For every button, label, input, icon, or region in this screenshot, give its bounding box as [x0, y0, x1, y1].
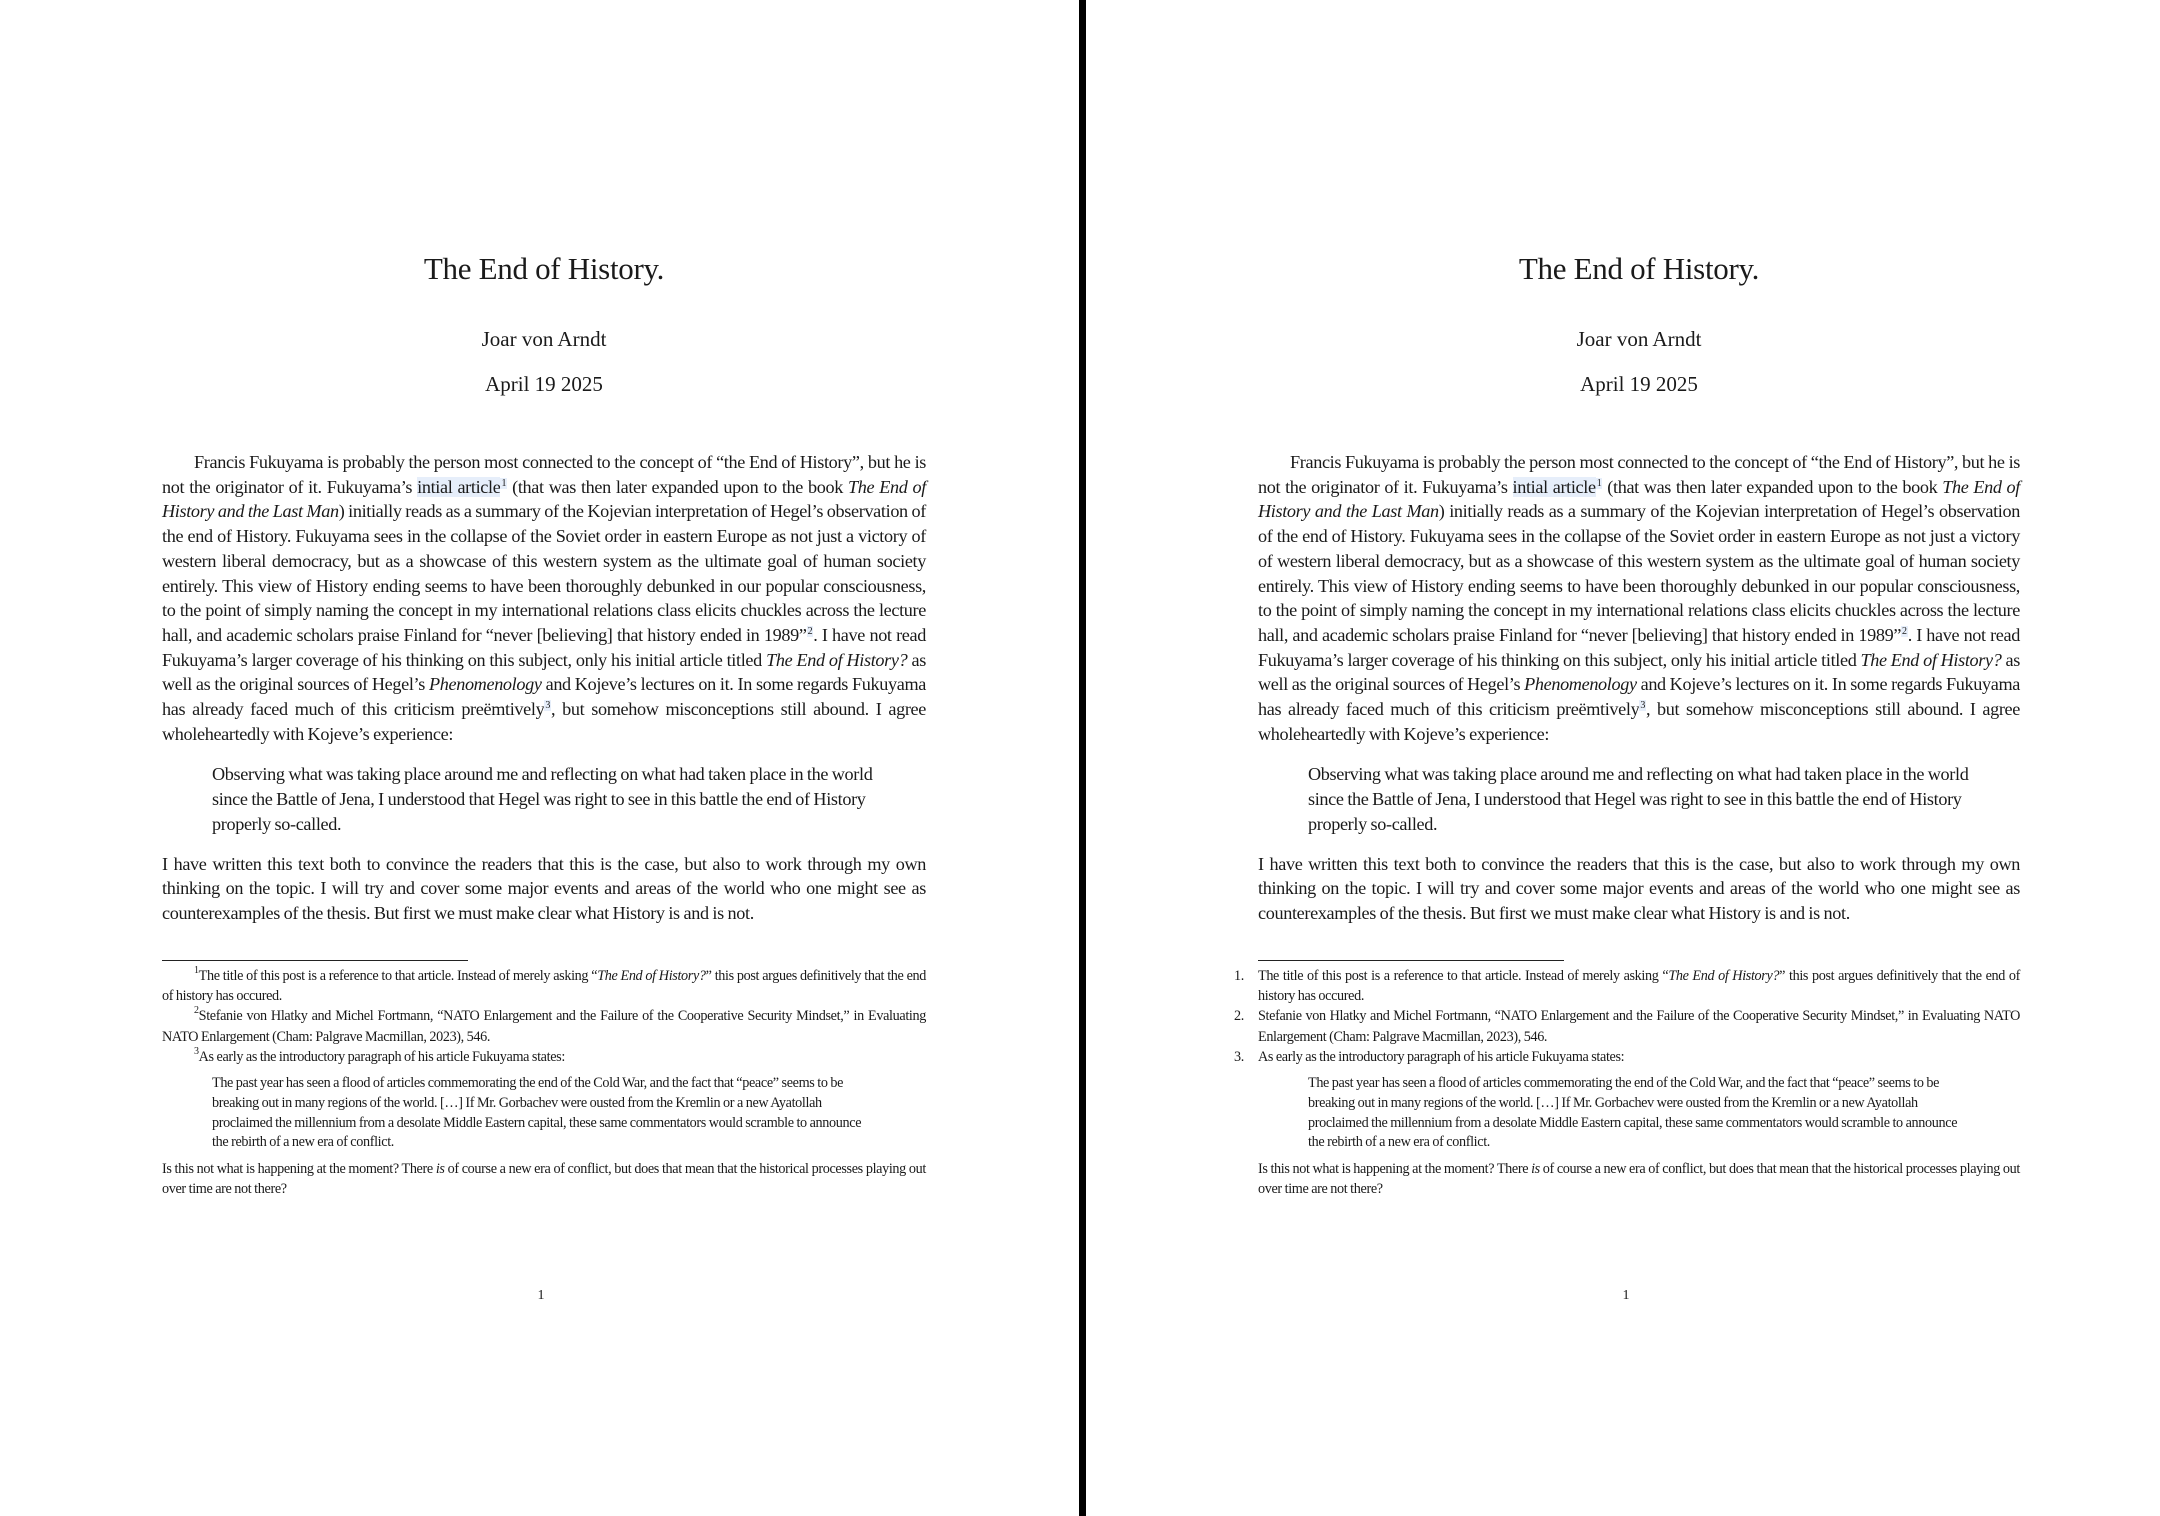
phenomenology-title: Phenomenology: [428, 674, 542, 695]
author-name: Joar von Arndt: [481, 327, 607, 351]
footnote-3: [1234, 1047, 2020, 1200]
initial-article-link[interactable]: intial article: [1512, 476, 1596, 497]
footnote-3-continuation: [162, 1159, 926, 1199]
article-title: The End of History?: [766, 649, 908, 670]
footnote-ref-1[interactable]: 1: [501, 477, 507, 489]
footnote-blockquote: The past year has seen a flood of articles commemorating the end of the Cold War, and the fact that “peace” seems to be breaking out in many regions of the world. […] If Mr. Gorbachev were ousted from the Kremlin or a new Ayatollah proclaimed the millennium from a desolate Middle Eastern capital, these same commentators would scramble to announce the rebirth of a new era of conflict.: [212, 1075, 862, 1151]
document-date: April 19 2025: [485, 372, 603, 396]
footnote-number: 1.: [1234, 968, 1244, 984]
footnote-ref-1[interactable]: 1: [1596, 477, 1602, 489]
footnote-ref-3[interactable]: 3: [1640, 700, 1645, 712]
paragraph-purpose: I have written this text both to convince the readers that this is the case, but also to work through my own thinking on the topic. I will try and cover some major events and areas of the world who one might see as counterexamples of the thesis. But first we must make clear what History is and is not.: [1258, 853, 2020, 923]
footnote-2: [162, 1006, 926, 1046]
body-text: [1258, 450, 2020, 926]
text-run: . I have not read Fukuyama’s larger coverage of his thinking on this subject, only his initial article titled: [162, 624, 926, 670]
footnote-marker: 2: [194, 1005, 199, 1017]
text-run: ) initially reads as a summary of the Kojevian interpretation of Hegel’s observation of the end of History. Fukuyama sees in the collapse of the Soviet order in eastern Europe as not just a victory of western liberal democracy, but as a showcase of this western system as the ultimate goal of human society entirely. This view of History ending seems to have been thoroughly debunked in our popular consciousness, to the point of simply naming the concept in my international relations class elicits chuckles across the lecture hall, and academic scholars praise Finland for “never [believing] that history ended in 1989”: [162, 501, 926, 645]
blockquote-kojeve: Observing what was taking place around me and reflecting on what had taken place in the world since the Battle of Jena, I understood that Hegel was right to see in this battle the end of History properly so-called.: [212, 764, 873, 834]
page-divider: [1079, 0, 1086, 1516]
text-run: Stefanie von Hlatky and Michel Fortmann, “NATO Enlargement and the Failure of the Cooperative Security Mindset,” in Evaluating NATO Enlargement (Cham: Palgrave Macmillan, 2023), 546.: [162, 1008, 926, 1045]
book-title: The End of History and the Last Man: [1258, 476, 2021, 522]
initial-article-link[interactable]: intial article: [417, 476, 501, 497]
page-number: 1: [537, 1288, 545, 1303]
footnote-2: [1234, 1006, 2020, 1046]
footnote-list: [1234, 966, 2020, 1200]
emphasis: is: [1531, 1161, 1540, 1178]
text-run: ) initially reads as a summary of the Kojevian interpretation of Hegel’s observation of the end of History. Fukuyama sees in the collapse of the Soviet order in eastern Europe as not just a victory of western liberal democracy, but as a showcase of this western system as the ultimate goal of human society entirely. This view of History ending seems to have been thoroughly debunked in our popular consciousness, to the point of simply naming the concept in my international relations class elicits chuckles across the lecture hall, and academic scholars praise Finland for “never [believing] that history ended in 1989”: [1258, 501, 2020, 645]
emphasis: is: [435, 1161, 445, 1178]
page-left: [0, 0, 1079, 1516]
article-title: The End of History?: [597, 968, 706, 984]
document-title: The End of History.: [423, 251, 665, 286]
footnote-3: [162, 1047, 926, 1067]
text-run: (that was then later expanded upon to the book: [1602, 476, 1943, 497]
text-run: of course a new era of conflict, but does that mean that the historical processes playing out over time are not there?: [162, 1161, 927, 1198]
text-run: Stefanie von Hlatky and Michel Fortmann, “NATO Enlargement and the Failure of the Cooperative Security Mindset,” in Evaluating NATO Enlargement (Cham: Palgrave Macmillan, 2023), 546.: [1258, 1008, 2020, 1045]
text-run: as well as the original sources of Hegel’s: [1258, 649, 2020, 695]
footnote-separator: [1258, 960, 1564, 961]
footnote-1: [162, 966, 926, 1006]
blockquote-kojeve: Observing what was taking place around me and reflecting on what had taken place in the world since the Battle of Jena, I understood that Hegel was right to see in this battle the end of History properly so-called.: [1308, 764, 1969, 834]
footnote-ref-2[interactable]: 2: [807, 625, 813, 637]
footnote-number: 2.: [1234, 1008, 1244, 1025]
text-run: . I have not read Fukuyama’s larger coverage of his thinking on this subject, only his initial article titled: [1258, 624, 2020, 670]
phenomenology-title: Phenomenology: [1524, 674, 1637, 695]
text-run: As early as the introductory paragraph of his article Fukuyama states:: [1258, 1048, 1625, 1065]
article-title: The End of History?: [1860, 649, 2002, 670]
text-run: and Kojeve’s lectures on it. In some regards Fukuyama has already faced much of this criticism preëmtively: [1258, 674, 2020, 720]
paragraph-intro: [1258, 450, 2020, 746]
text-run: and Kojeve’s lectures on it. In some regards Fukuyama has already faced much of this criticism preëmtively: [162, 674, 926, 720]
footnote-blockquote: The past year has seen a flood of articles commemorating the end of the Cold War, and the fact that “peace” seems to be breaking out in many regions of the world. […] If Mr. Gorbachev were ousted from the Kremlin or a new Ayatollah proclaimed the millennium from a desolate Middle Eastern capital, these same commentators would scramble to announce the rebirth of a new era of conflict.: [1308, 1075, 1958, 1151]
footnote-ref-2[interactable]: 2: [1902, 625, 1907, 637]
paragraph-intro: [162, 450, 926, 746]
footnotes: [1234, 966, 2020, 1200]
footnote-separator: [162, 960, 468, 961]
page-number: 1: [1622, 1288, 1630, 1303]
article-title: The End of History?: [1668, 968, 1780, 984]
text-run: Is this not what is happening at the moment? There: [162, 1161, 436, 1178]
footnote-number: 3.: [1234, 1048, 1244, 1065]
paragraph-purpose: I have written this text both to convince the readers that this is the case, but also to work through my own thinking on the topic. I will try and cover some major events and areas of the world who one might see as counterexamples of the thesis. But first we must make clear what History is and is not.: [162, 853, 926, 923]
text-run: of course a new era of conflict, but does that mean that the historical processes playing out over time are not there?: [1258, 1161, 2020, 1198]
text-run: as well as the original sources of Hegel’s: [162, 649, 926, 695]
footnote-ref-3[interactable]: 3: [545, 700, 550, 712]
footnote-marker: 3: [194, 1045, 199, 1057]
author-name: Joar von Arndt: [1576, 327, 1702, 351]
text-run: ” this post argues definitively that the end of history has occured.: [162, 968, 926, 1005]
text-run: ” this post argues definitively that the end of history has occured.: [1258, 968, 2020, 1005]
book-title: The End of History and the Last Man: [162, 476, 926, 522]
text-run: The title of this post is a reference to that article. Instead of merely asking “: [1258, 968, 1669, 984]
footnotes: [162, 966, 926, 1200]
document-date: April 19 2025: [1580, 372, 1698, 396]
text-run: As early as the introductory paragraph of his article Fukuyama states:: [198, 1048, 565, 1065]
text-run: Francis Fukuyama is probably the person most connected to the concept of “the End of History”, but he is not the originator of it. Fukuyama’s: [1258, 452, 2020, 497]
page-right: [1086, 0, 2160, 1516]
footnote-marker: 1: [194, 965, 199, 976]
text-run: (that was then later expanded upon to the book: [507, 476, 849, 497]
text-run: , but somehow misconceptions still abound. I agree wholeheartedly with Kojeve’s experience:: [162, 699, 926, 744]
text-run: Is this not what is happening at the moment? There: [1258, 1161, 1532, 1178]
document-title: The End of History.: [1518, 251, 1760, 286]
text-run: Francis Fukuyama is probably the person most connected to the concept of “the End of History”, but he is not the originator of it. Fukuyama’s: [162, 452, 926, 497]
text-run: , but somehow misconceptions still abound. I agree wholeheartedly with Kojeve’s experience:: [1258, 699, 2020, 744]
body-text: [162, 450, 926, 926]
footnote-3-continuation: [1258, 1159, 2020, 1199]
footnote-1: [1234, 966, 2020, 1006]
text-run: The title of this post is a reference to that article. Instead of merely asking “: [198, 968, 598, 984]
